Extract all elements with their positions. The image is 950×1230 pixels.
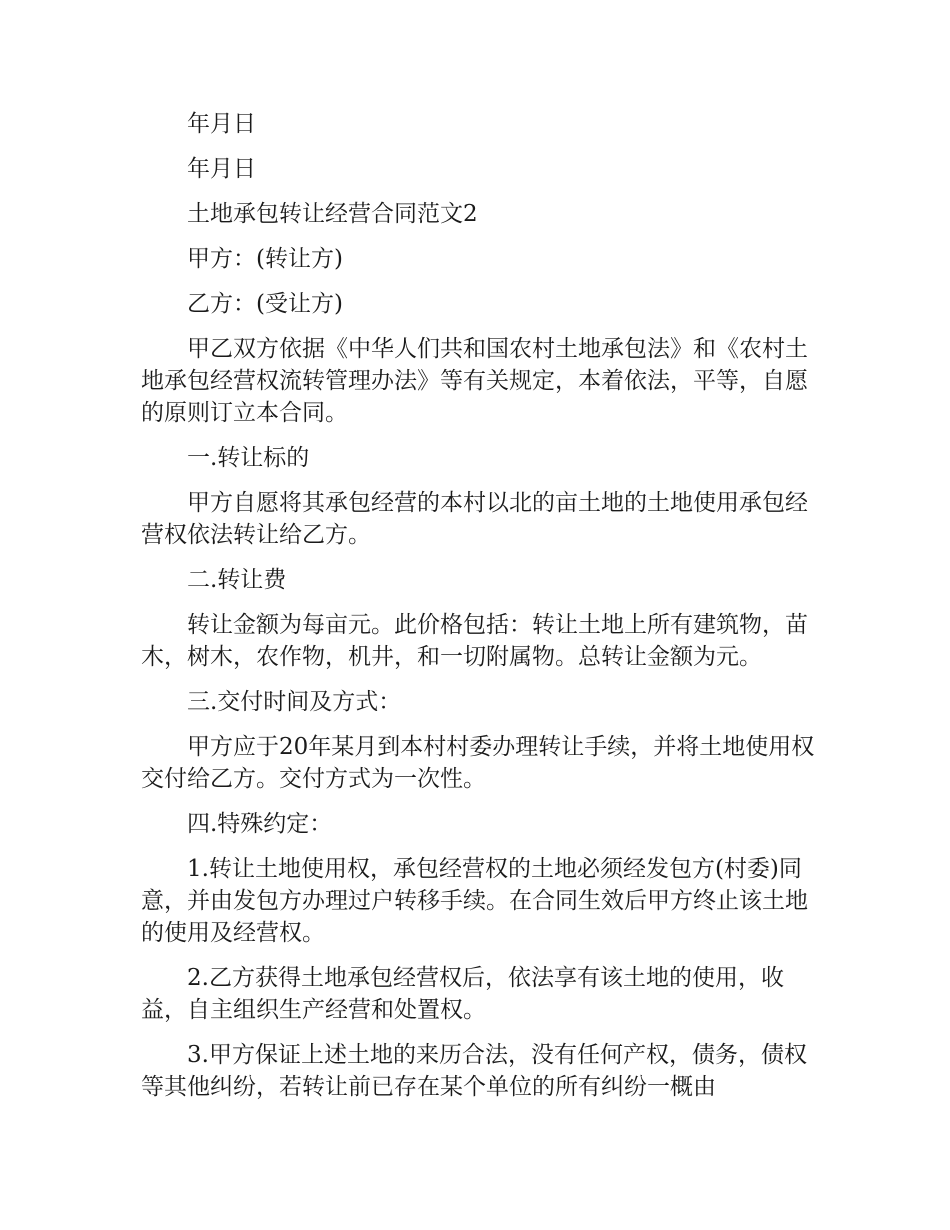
party-a-line: 甲方：(转让方) [187, 246, 343, 272]
section-heading: 二.转让费 [187, 567, 287, 593]
section-heading: 一.转让标的 [187, 445, 310, 471]
section-heading: 三.交付时间及方式： [187, 689, 402, 715]
clause-paragraph: 3.甲方保证上述土地的来历合法，没有任何产权，债务，债权等其他纠纷，若转让前已存在某个单位的所有纠纷一概由 [141, 1042, 807, 1100]
clause-paragraph: 2.乙方获得土地承包经营权后，依法享有该土地的使用，收益，自主组织生产经营和处置权。 [141, 965, 784, 1023]
date-line: 年月日 [187, 111, 256, 137]
date-line: 年月日 [187, 156, 256, 182]
preamble-paragraph: 甲乙双方依据《中华人们共和国农村土地承包法》和《农村土地承包经营权流转管理办法》等有关规定，本着依法，平等，自愿的原则订立本合同。 [141, 336, 808, 426]
body-paragraph: 转让金额为每亩元。此价格包括：转让土地上所有建筑物，苗木，树木，农作物，机井，和一切附属物。总转让金额为元。 [141, 612, 808, 670]
body-paragraph: 甲方自愿将其承包经营的本村以北的亩土地的土地使用承包经营权依法转让给乙方。 [141, 490, 808, 548]
clause-paragraph: 1.转让土地使用权，承包经营权的土地必须经发包方(村委)同意，并由发包方办理过户转移手续。在合同生效后甲方终止该土地的使用及经营权。 [141, 856, 808, 946]
section-heading: 四.特殊约定： [187, 811, 333, 837]
party-b-line: 乙方：(受让方) [187, 291, 343, 317]
document-title: 土地承包转让经营合同范文2 [187, 201, 478, 227]
document-body [141, 108, 821, 1116]
body-paragraph: 甲方应于20年某月到本村村委办理转让手续，并将土地使用权交付给乙方。交付方式为一次性。 [141, 734, 815, 792]
